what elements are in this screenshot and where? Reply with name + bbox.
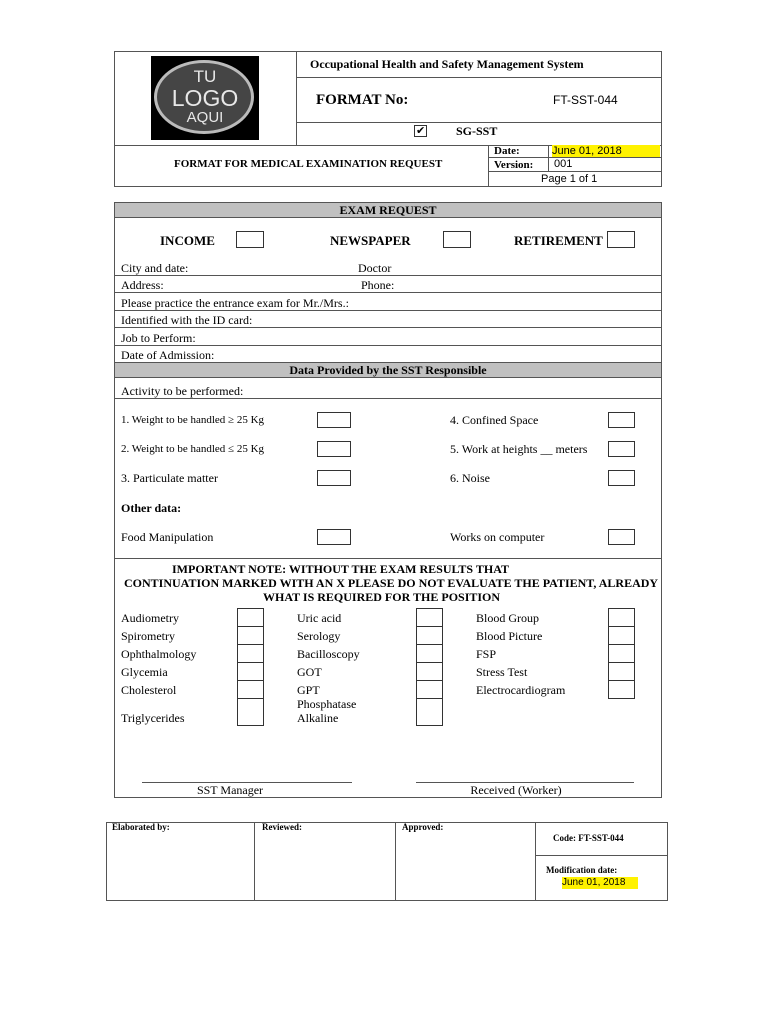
exam-checkbox-col1[interactable] <box>237 608 264 627</box>
logo-text-middle: LOGO <box>171 85 239 111</box>
logo-text-bottom: AQUI <box>186 109 224 126</box>
exam-checkbox-col1[interactable] <box>237 662 264 681</box>
id-card-label: Identified with the ID card: <box>121 313 253 327</box>
exam-glycemia: Glycemia <box>121 665 168 679</box>
exam-electrocardiogram: Electrocardiogram <box>476 683 566 697</box>
exam-checkbox-col3[interactable] <box>608 626 635 645</box>
exam-checkbox-col1[interactable] <box>237 680 264 699</box>
computer-work-checkbox[interactable] <box>608 529 635 545</box>
exam-spirometry: Spirometry <box>121 629 175 643</box>
row-line <box>114 345 662 346</box>
type-newspaper-label: NEWSPAPER <box>330 233 411 248</box>
note-line-2: CONTINUATION MARKED WITH AN X PLEASE DO NOT EVALUATE THE PATIENT, ALREADY <box>124 576 659 590</box>
header-divider <box>488 145 489 187</box>
exam-serology: Serology <box>297 629 341 643</box>
retirement-checkbox[interactable] <box>607 231 635 248</box>
newspaper-checkbox[interactable] <box>443 231 471 248</box>
activity-label: Activity to be performed: <box>121 384 244 398</box>
page-info: Page 1 of 1 <box>541 173 598 185</box>
practice-label: Please practice the entrance exam for Mr./Mrs.: <box>121 296 349 310</box>
exam-checkbox-col1[interactable] <box>237 644 264 663</box>
exam-triglycerides: Triglycerides <box>121 711 185 725</box>
risk-particulate-checkbox[interactable] <box>317 470 351 486</box>
header-divider <box>548 145 549 171</box>
modification-date-label: Modification date: <box>546 865 618 875</box>
version-label: Version: <box>494 159 534 171</box>
row-line <box>114 327 662 328</box>
approved-label: Approved: <box>402 822 444 832</box>
phone-label: Phone: <box>361 278 395 292</box>
risk-noise-checkbox[interactable] <box>608 470 635 486</box>
sst-data-title: Data Provided by the SST Responsible <box>289 363 487 377</box>
risk-heights-label: 5. Work at heights __ meters <box>450 442 588 456</box>
exam-checkbox-col1[interactable] <box>237 698 264 726</box>
risk-weight-low-checkbox[interactable] <box>317 441 351 457</box>
exam-checkbox-col2[interactable] <box>416 662 443 681</box>
other-data-label: Other data: <box>121 501 182 515</box>
format-code: FT-SST-044 <box>553 93 618 107</box>
exam-request-title: EXAM REQUEST <box>339 203 437 217</box>
version-value: 001 <box>554 158 573 170</box>
logo-text-top: TU <box>193 67 217 86</box>
exam-stress-test: Stress Test <box>476 665 528 679</box>
exam-fsp: FSP <box>476 647 497 661</box>
header-divider <box>296 51 297 145</box>
note-line-3: WHAT IS REQUIRED FOR THE POSITION <box>263 590 501 604</box>
system-title: Occupational Health and Safety Management System <box>310 57 584 71</box>
date-value: June 01, 2018 <box>552 145 660 157</box>
address-label: Address: <box>121 278 164 292</box>
risk-particulate-label: 3. Particulate matter <box>121 471 218 485</box>
type-retirement-label: RETIREMENT <box>514 233 603 248</box>
row-line <box>114 292 662 293</box>
exam-checkbox-col3[interactable] <box>608 680 635 699</box>
footer-line <box>535 855 668 856</box>
footer-divider <box>535 822 536 901</box>
exam-uric-acid: Uric acid <box>297 611 342 625</box>
exam-gpt: GPT <box>297 683 320 697</box>
sgsst-checkbox[interactable] <box>414 125 427 137</box>
exam-checkbox-col2[interactable] <box>416 680 443 699</box>
row-line <box>114 275 662 276</box>
exam-blood-picture: Blood Picture <box>476 629 543 643</box>
job-label: Job to Perform: <box>121 331 196 345</box>
exam-checkbox-col3[interactable] <box>608 662 635 681</box>
type-income-label: INCOME <box>160 233 215 248</box>
exam-checkbox-col2[interactable] <box>416 698 443 726</box>
computer-work-label: Works on computer <box>450 530 545 544</box>
date-label: Date: <box>494 145 520 157</box>
code-label: Code: FT-SST-044 <box>553 833 624 843</box>
format-label: FORMAT No: <box>316 92 409 108</box>
note-line-1: IMPORTANT NOTE: WITHOUT THE EXAM RESULTS THAT <box>172 562 509 576</box>
document-title: FORMAT FOR MEDICAL EXAMINATION REQUEST <box>174 158 443 170</box>
reviewed-label: Reviewed: <box>262 822 302 832</box>
exam-blood-group: Blood Group <box>476 611 539 625</box>
risk-weight-low-label: 2. Weight to be handled ≤ 25 Kg <box>121 443 265 455</box>
food-manipulation-checkbox[interactable] <box>317 529 351 545</box>
signature-worker-label: Received (Worker) <box>470 783 562 797</box>
food-manipulation-label: Food Manipulation <box>121 530 214 544</box>
admission-label: Date of Admission: <box>121 348 215 362</box>
exam-phosphatase: Phosphatase <box>297 697 357 711</box>
city-date-label: City and date: <box>121 261 189 275</box>
check-icon: ✔ <box>416 125 426 137</box>
header-line <box>296 122 662 123</box>
doctor-label: Doctor <box>358 261 392 275</box>
exam-got: GOT <box>297 665 322 679</box>
exam-checkbox-col2[interactable] <box>416 608 443 627</box>
row-line <box>114 558 662 559</box>
footer-divider <box>254 822 255 901</box>
risk-heights-checkbox[interactable] <box>608 441 635 457</box>
signature-manager-label: SST Manager <box>196 783 264 797</box>
risk-confined-space-checkbox[interactable] <box>608 412 635 428</box>
exam-alkaline: Alkaline <box>297 711 339 725</box>
header-line <box>296 77 662 78</box>
exam-cholesterol: Cholesterol <box>121 683 177 697</box>
exam-checkbox-col2[interactable] <box>416 644 443 663</box>
exam-bacilloscopy: Bacilloscopy <box>297 647 360 661</box>
risk-weight-high-label: 1. Weight to be handled ≥ 25 Kg <box>121 414 265 426</box>
exam-checkbox-col2[interactable] <box>416 626 443 645</box>
exam-checkbox-col3[interactable] <box>608 608 635 627</box>
modification-date-value: June 01, 2018 <box>562 877 638 889</box>
risk-weight-high-checkbox[interactable] <box>317 412 351 428</box>
exam-audiometry: Audiometry <box>121 611 179 625</box>
income-checkbox[interactable] <box>236 231 264 248</box>
sgsst-label: SG-SST <box>456 124 498 138</box>
row-line <box>114 310 662 311</box>
risk-confined-space-label: 4. Confined Space <box>450 413 539 427</box>
exam-checkbox-col3[interactable] <box>608 644 635 663</box>
exam-checkbox-col1[interactable] <box>237 626 264 645</box>
risk-noise-label: 6. Noise <box>450 471 490 485</box>
exam-ophthalmology: Ophthalmology <box>121 647 197 661</box>
row-line <box>114 398 662 399</box>
footer-divider <box>395 822 396 901</box>
logo <box>151 56 259 140</box>
elaborated-by-label: Elaborated by: <box>112 822 170 832</box>
